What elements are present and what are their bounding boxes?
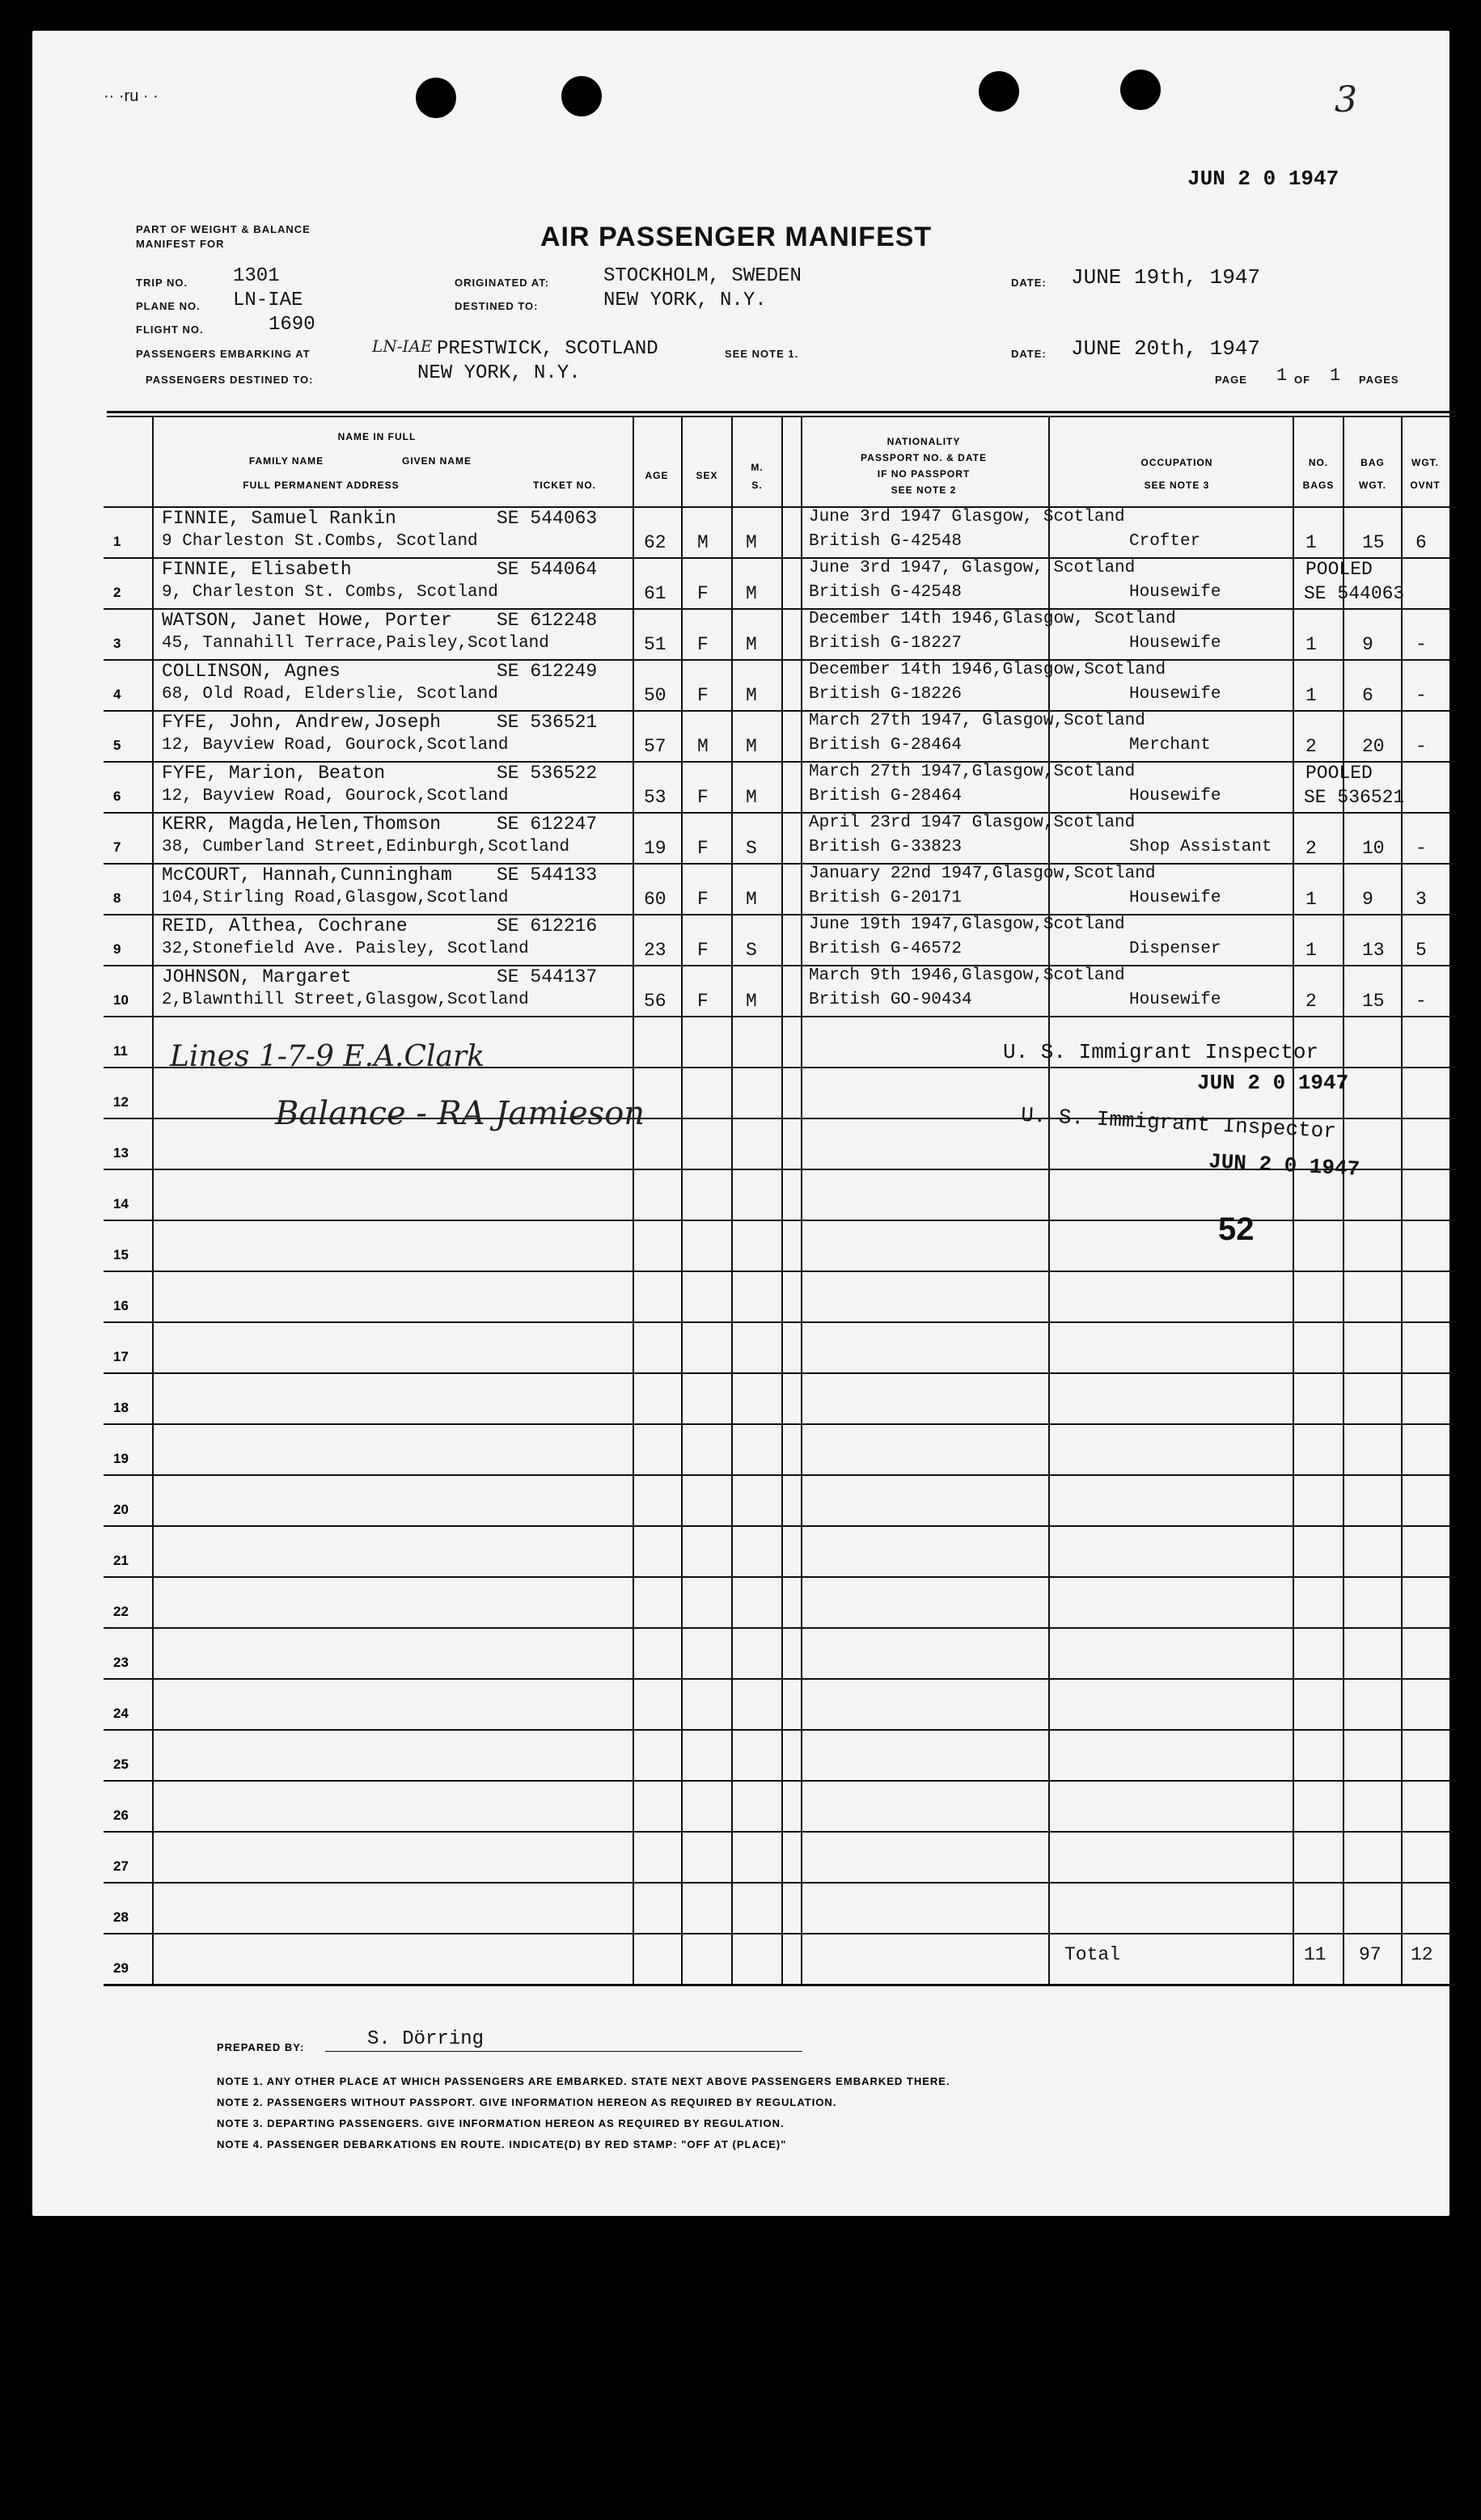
marital-status: M <box>746 583 757 604</box>
col-address: FULL PERMANENT ADDRESS <box>243 480 400 491</box>
marital-status: M <box>746 787 757 808</box>
occupation: Housewife <box>1129 685 1221 704</box>
column-rule <box>801 417 802 1984</box>
passenger-sex: M <box>697 532 709 553</box>
date-stamp-top: JUN 2 0 1947 <box>1187 167 1339 191</box>
embarking-value: PRESTWICK, SCOTLAND <box>437 338 658 360</box>
row-rule <box>104 1882 1456 1884</box>
passport-number: British G-18226 <box>809 685 963 704</box>
col-ticket: TICKET NO. <box>533 480 596 491</box>
passenger-address: 9 Charleston St.Combs, Scotland <box>162 532 478 551</box>
row-rule <box>104 1423 1456 1425</box>
row-number: 20 <box>113 1502 129 1517</box>
table-top-rule <box>107 411 1456 413</box>
destined-value: NEW YORK, N.Y. <box>603 290 767 311</box>
bag-weight: 10 <box>1362 838 1385 859</box>
passenger-name: JOHNSON, Margaret <box>162 966 352 987</box>
destined-label: DESTINED TO: <box>455 300 539 312</box>
total-bags: 11 <box>1304 1944 1327 1965</box>
marital-status: M <box>746 634 757 655</box>
row-rule <box>104 1984 1456 1986</box>
part-of-label: PART OF WEIGHT & BALANCE <box>136 223 311 235</box>
row-number: 24 <box>113 1706 129 1721</box>
passenger-age: 50 <box>644 685 666 706</box>
passport-number: British G-28464 <box>809 736 963 755</box>
occupation: Dispenser <box>1129 940 1221 958</box>
total-bag-weight: 97 <box>1359 1944 1382 1965</box>
weight-overnight: 6 <box>1415 532 1427 553</box>
row-rule <box>104 1474 1456 1476</box>
originated-value: STOCKHOLM, SWEDEN <box>603 265 802 287</box>
passenger-age: 61 <box>644 583 666 604</box>
plane-value: LN-IAE <box>233 290 303 311</box>
punch-hole <box>416 78 456 118</box>
passenger-age: 62 <box>644 532 666 553</box>
dest2-value: NEW YORK, N.Y. <box>417 362 581 384</box>
row-rule <box>104 1831 1456 1833</box>
row-rule <box>104 1780 1456 1782</box>
inspector-stamp-1: U. S. Immigrant Inspector <box>1003 1040 1319 1064</box>
trip-value: 1301 <box>233 265 280 287</box>
date-label: DATE: <box>1011 277 1047 289</box>
passenger-age: 53 <box>644 787 666 808</box>
col-occ1: OCCUPATION <box>1140 457 1213 468</box>
bag-weight: 13 <box>1362 940 1385 961</box>
bag-weight: 15 <box>1362 991 1385 1012</box>
prepared-by-line <box>325 2051 802 2052</box>
flight-label: FLIGHT NO. <box>136 323 204 336</box>
passenger-sex: F <box>697 940 709 961</box>
weight-overnight: - <box>1415 838 1427 859</box>
bags-count: 2 <box>1305 736 1317 757</box>
passenger-address: 2,Blawnthill Street,Glasgow,Scotland <box>162 991 529 1009</box>
row-number: 10 <box>113 992 129 1008</box>
col-nat3: IF NO PASSPORT <box>877 468 971 480</box>
row-number: 18 <box>113 1400 129 1415</box>
passenger-name: COLLINSON, Agnes <box>162 661 341 682</box>
passenger-age: 19 <box>644 838 666 859</box>
marital-status: S <box>746 940 757 961</box>
ticket-number: SE 544064 <box>497 559 598 580</box>
passport-number: British GO-90434 <box>809 991 972 1009</box>
column-rule <box>1401 417 1403 1984</box>
row-rule <box>104 1372 1456 1374</box>
row-number: 1 <box>113 534 121 549</box>
row-number: 25 <box>113 1757 129 1772</box>
occupation: Merchant <box>1129 736 1211 755</box>
bag-weight: 15 <box>1362 532 1385 553</box>
row-number: 29 <box>113 1960 129 1976</box>
passport-number: British G-42548 <box>809 583 963 602</box>
occupation: Crofter <box>1129 532 1201 551</box>
row-number: 9 <box>113 941 121 957</box>
row-number: 7 <box>113 839 121 855</box>
passenger-name: WATSON, Janet Howe, Porter <box>162 610 452 631</box>
page-mark: 3 <box>1335 79 1357 121</box>
passenger-name: McCOURT, Hannah,Cunningham <box>162 865 452 886</box>
punch-hole <box>979 71 1019 112</box>
bag-weight: 9 <box>1362 889 1373 910</box>
passenger-address: 38, Cumberland Street,Edinburgh,Scotland <box>162 838 570 856</box>
passport-number: British G-28464 <box>809 787 963 805</box>
passenger-sex: F <box>697 685 709 706</box>
weight-overnight: - <box>1415 634 1427 655</box>
punch-hole <box>561 76 602 116</box>
plane-label: PLANE NO. <box>136 300 201 312</box>
manifest-for-label: MANIFEST FOR <box>136 238 225 250</box>
row-rule <box>104 1321 1456 1323</box>
trip-label: TRIP NO. <box>136 277 188 289</box>
row-number: 14 <box>113 1196 129 1211</box>
occupation: Shop Assistant <box>1129 838 1272 856</box>
col-ms1: M. <box>751 462 764 473</box>
of-value: 1 <box>1330 366 1341 386</box>
column-rule <box>1343 417 1344 1984</box>
row-number: 13 <box>113 1145 129 1161</box>
passenger-name: KERR, Magda,Helen,Thomson <box>162 814 442 835</box>
date2-label: DATE: <box>1011 348 1047 360</box>
pages-label: PAGES <box>1359 374 1399 386</box>
col-occ2: SEE NOTE 3 <box>1144 480 1210 491</box>
page-title: AIR PASSENGER MANIFEST <box>540 222 933 252</box>
embarking-label: PASSENGERS EMBARKING AT <box>136 348 311 360</box>
column-rule <box>1293 417 1294 1984</box>
passenger-age: 57 <box>644 736 666 757</box>
bags-count: 1 <box>1305 940 1317 961</box>
weight-overnight: - <box>1415 685 1427 706</box>
ticket-number: SE 536521 <box>497 712 598 733</box>
row-number: 3 <box>113 636 121 651</box>
page-value: 1 <box>1276 366 1288 386</box>
col-nat4: SEE NOTE 2 <box>891 484 957 496</box>
column-rule <box>781 417 783 1984</box>
col-given: GIVEN NAME <box>401 455 472 467</box>
column-rule <box>731 417 733 1984</box>
row-number: 17 <box>113 1349 129 1364</box>
manifest-sheet <box>32 31 1449 2216</box>
row-rule <box>104 1576 1456 1578</box>
note-4: NOTE 4. PASSENGER DEBARKATIONS EN ROUTE. INDICATE(D) BY RED STAMP: "OFF AT (PLACE)" <box>217 2138 787 2150</box>
stamp-number: 52 <box>1218 1211 1255 1247</box>
prepared-by-value: S. Dörring <box>367 2028 484 2050</box>
passenger-name: FINNIE, Samuel Rankin <box>162 508 396 529</box>
note-3: NOTE 3. DEPARTING PASSENGERS. GIVE INFORMATION HEREON AS REQUIRED BY REGULATION. <box>217 2117 785 2129</box>
col-wgt2: OVNT <box>1410 480 1441 491</box>
passport-number: British G-46572 <box>809 940 963 958</box>
col-family: FAMILY NAME <box>248 455 324 467</box>
row-number: 23 <box>113 1655 129 1670</box>
handwritten-balance-note: Balance - RA Jamieson <box>275 1095 645 1132</box>
inspector-stamp-1-date: JUN 2 0 1947 <box>1197 1071 1349 1095</box>
inspector-stamp-2-date: JUN 2 0 1947 <box>1208 1149 1360 1182</box>
date2-value: JUNE 20th, 1947 <box>1071 336 1261 361</box>
row-number: 21 <box>113 1553 129 1568</box>
ticket-number: SE 544137 <box>497 966 598 987</box>
row-rule <box>104 1016 1456 1017</box>
passport-issue: April 23rd 1947 Glasgow,Scotland <box>809 814 1136 832</box>
row-rule <box>104 1678 1456 1680</box>
stray-marks: ·· ·ru · · <box>104 87 159 105</box>
bags-count: 1 <box>1305 685 1317 706</box>
passenger-name: FINNIE, Elisabeth <box>162 559 352 580</box>
total-weight-overnight: 12 <box>1411 1944 1433 1965</box>
ticket-number: SE 612249 <box>497 661 598 682</box>
dest2-label: PASSENGERS DESTINED TO: <box>146 374 314 386</box>
col-bagwgt1: BAG <box>1360 457 1385 468</box>
col-nat1: NATIONALITY <box>886 436 961 447</box>
punch-hole <box>1120 70 1161 110</box>
row-rule <box>104 1729 1456 1731</box>
passport-issue: March 27th 1947, Glasgow,Scotland <box>809 712 1145 730</box>
row-number: 8 <box>113 890 121 906</box>
column-rule <box>681 417 683 1984</box>
passport-issue: June 19th 1947,Glasgow,Scotland <box>809 915 1125 934</box>
originated-label: ORIGINATED AT: <box>455 277 550 289</box>
row-number: 4 <box>113 687 121 702</box>
row-number: 16 <box>113 1298 129 1313</box>
col-bags1: NO. <box>1308 457 1329 468</box>
col-nat2: PASSPORT NO. & DATE <box>861 452 987 463</box>
embarking-handwritten: LN-IAE <box>372 336 433 356</box>
passport-issue: March 27th 1947,Glasgow,Scotland <box>809 763 1136 781</box>
row-rule <box>104 1525 1456 1527</box>
ticket-number: SE 544063 <box>497 508 598 529</box>
passenger-address: 9, Charleston St. Combs, Scotland <box>162 583 498 602</box>
occupation: Housewife <box>1129 991 1221 1009</box>
passenger-address: 12, Bayview Road, Gourock,Scotland <box>162 736 509 755</box>
row-number: 27 <box>113 1858 129 1874</box>
passenger-address: 32,Stonefield Ave. Paisley, Scotland <box>162 940 529 958</box>
passport-issue: January 22nd 1947,Glasgow,Scotland <box>809 865 1156 883</box>
passenger-name: REID, Althea, Cochrane <box>162 915 408 937</box>
passenger-sex: F <box>697 583 709 604</box>
passenger-sex: F <box>697 991 709 1012</box>
column-rule <box>152 417 154 1984</box>
passport-number: British G-18227 <box>809 634 963 653</box>
bag-weight: 6 <box>1362 685 1373 706</box>
col-ms2: S. <box>751 480 763 491</box>
column-rule <box>633 417 634 1984</box>
marital-status: M <box>746 889 757 910</box>
bags-count: 1 <box>1305 532 1317 553</box>
weight-overnight: - <box>1415 736 1427 757</box>
bags-count: 1 <box>1305 634 1317 655</box>
prepared-by-label: PREPARED BY: <box>217 2041 305 2053</box>
passenger-age: 56 <box>644 991 666 1012</box>
passenger-age: 51 <box>644 634 666 655</box>
passenger-name: FYFE, Marion, Beaton <box>162 763 386 784</box>
bags-count: 2 <box>1305 838 1317 859</box>
row-number: 2 <box>113 585 121 600</box>
passenger-address: 12, Bayview Road, Gourock,Scotland <box>162 787 509 805</box>
weight-overnight: 5 <box>1415 940 1427 961</box>
row-number: 19 <box>113 1451 129 1466</box>
row-rule <box>104 1271 1456 1272</box>
row-number: 6 <box>113 789 121 804</box>
total-label: Total <box>1064 1944 1121 1965</box>
passenger-sex: F <box>697 787 709 808</box>
col-bags2: BAGS <box>1302 480 1335 491</box>
passenger-sex: F <box>697 838 709 859</box>
bag-weight: SE 544063 <box>1304 583 1405 604</box>
passenger-address: 104,Stirling Road,Glasgow,Scotland <box>162 889 509 907</box>
bags-count: 1 <box>1305 889 1317 910</box>
passenger-age: 23 <box>644 940 666 961</box>
note-2: NOTE 2. PASSENGERS WITHOUT PASSPORT. GIVE INFORMATION HEREON AS REQUIRED BY REGULATION. <box>217 2096 837 2108</box>
note-1: NOTE 1. ANY OTHER PLACE AT WHICH PASSENGERS ARE EMBARKED. STATE NEXT ABOVE PASSENGERS EMBARKED THERE. <box>217 2075 950 2087</box>
occupation: Housewife <box>1129 787 1221 805</box>
passport-number: British G-42548 <box>809 532 963 551</box>
row-number: 26 <box>113 1808 129 1823</box>
col-name-title: NAME IN FULL <box>337 431 417 442</box>
passport-issue: December 14th 1946,Glasgow,Scotland <box>809 661 1166 679</box>
ticket-number: SE 612216 <box>497 915 598 937</box>
passport-issue: December 14th 1946,Glasgow, Scotland <box>809 610 1176 628</box>
inspector-stamp-2: U. S. Immigrant Inspector <box>1020 1102 1337 1144</box>
of-label: OF <box>1294 374 1311 386</box>
bag-weight: 20 <box>1362 736 1385 757</box>
passport-number: British G-20171 <box>809 889 963 907</box>
page-label: PAGE <box>1215 374 1247 386</box>
marital-status: S <box>746 838 757 859</box>
bag-weight: 9 <box>1362 634 1373 655</box>
passenger-age: 60 <box>644 889 666 910</box>
bags-count: POOLED <box>1305 763 1373 784</box>
ticket-number: SE 612247 <box>497 814 598 835</box>
row-rule <box>104 1627 1456 1629</box>
row-rule <box>104 1933 1456 1934</box>
flight-value: 1690 <box>269 314 315 336</box>
col-sex: SEX <box>696 470 718 481</box>
passenger-name: FYFE, John, Andrew,Joseph <box>162 712 442 733</box>
passenger-address: 45, Tannahill Terrace,Paisley,Scotland <box>162 634 549 653</box>
col-bagwgt2: WGT. <box>1359 480 1386 491</box>
row-number: 12 <box>113 1094 129 1110</box>
row-number: 5 <box>113 738 121 753</box>
passport-number: British G-33823 <box>809 838 963 856</box>
passport-issue: March 9th 1946,Glasgow,Scotland <box>809 966 1125 985</box>
passport-issue: June 3rd 1947 Glasgow, Scotland <box>809 508 1125 526</box>
col-wgt1: WGT. <box>1411 457 1439 468</box>
passport-issue: June 3rd 1947, Glasgow, Scotland <box>809 559 1136 577</box>
bag-weight: SE 536521 <box>1304 787 1405 808</box>
occupation: Housewife <box>1129 634 1221 653</box>
row-number: 15 <box>113 1247 129 1262</box>
bags-count: POOLED <box>1305 559 1373 580</box>
passenger-sex: M <box>697 736 709 757</box>
passenger-sex: F <box>697 634 709 655</box>
weight-overnight: - <box>1415 991 1427 1012</box>
occupation: Housewife <box>1129 583 1221 602</box>
marital-status: M <box>746 685 757 706</box>
weight-overnight: 3 <box>1415 889 1427 910</box>
row-number: 22 <box>113 1604 129 1619</box>
passenger-address: 68, Old Road, Elderslie, Scotland <box>162 685 498 704</box>
col-age: AGE <box>645 470 669 481</box>
marital-status: M <box>746 991 757 1012</box>
date-value: JUNE 19th, 1947 <box>1071 265 1261 290</box>
ticket-number: SE 536522 <box>497 763 598 784</box>
passenger-sex: F <box>697 889 709 910</box>
see-note-1: SEE NOTE 1. <box>725 348 799 360</box>
ticket-number: SE 612248 <box>497 610 598 631</box>
row-number: 11 <box>113 1043 128 1059</box>
column-rule <box>1048 417 1050 1984</box>
marital-status: M <box>746 532 757 553</box>
handwritten-lines-note: Lines 1-7-9 E.A.Clark <box>170 1040 485 1073</box>
row-number: 28 <box>113 1909 129 1925</box>
bags-count: 2 <box>1305 991 1317 1012</box>
ticket-number: SE 544133 <box>497 865 598 886</box>
occupation: Housewife <box>1129 889 1221 907</box>
marital-status: M <box>746 736 757 757</box>
